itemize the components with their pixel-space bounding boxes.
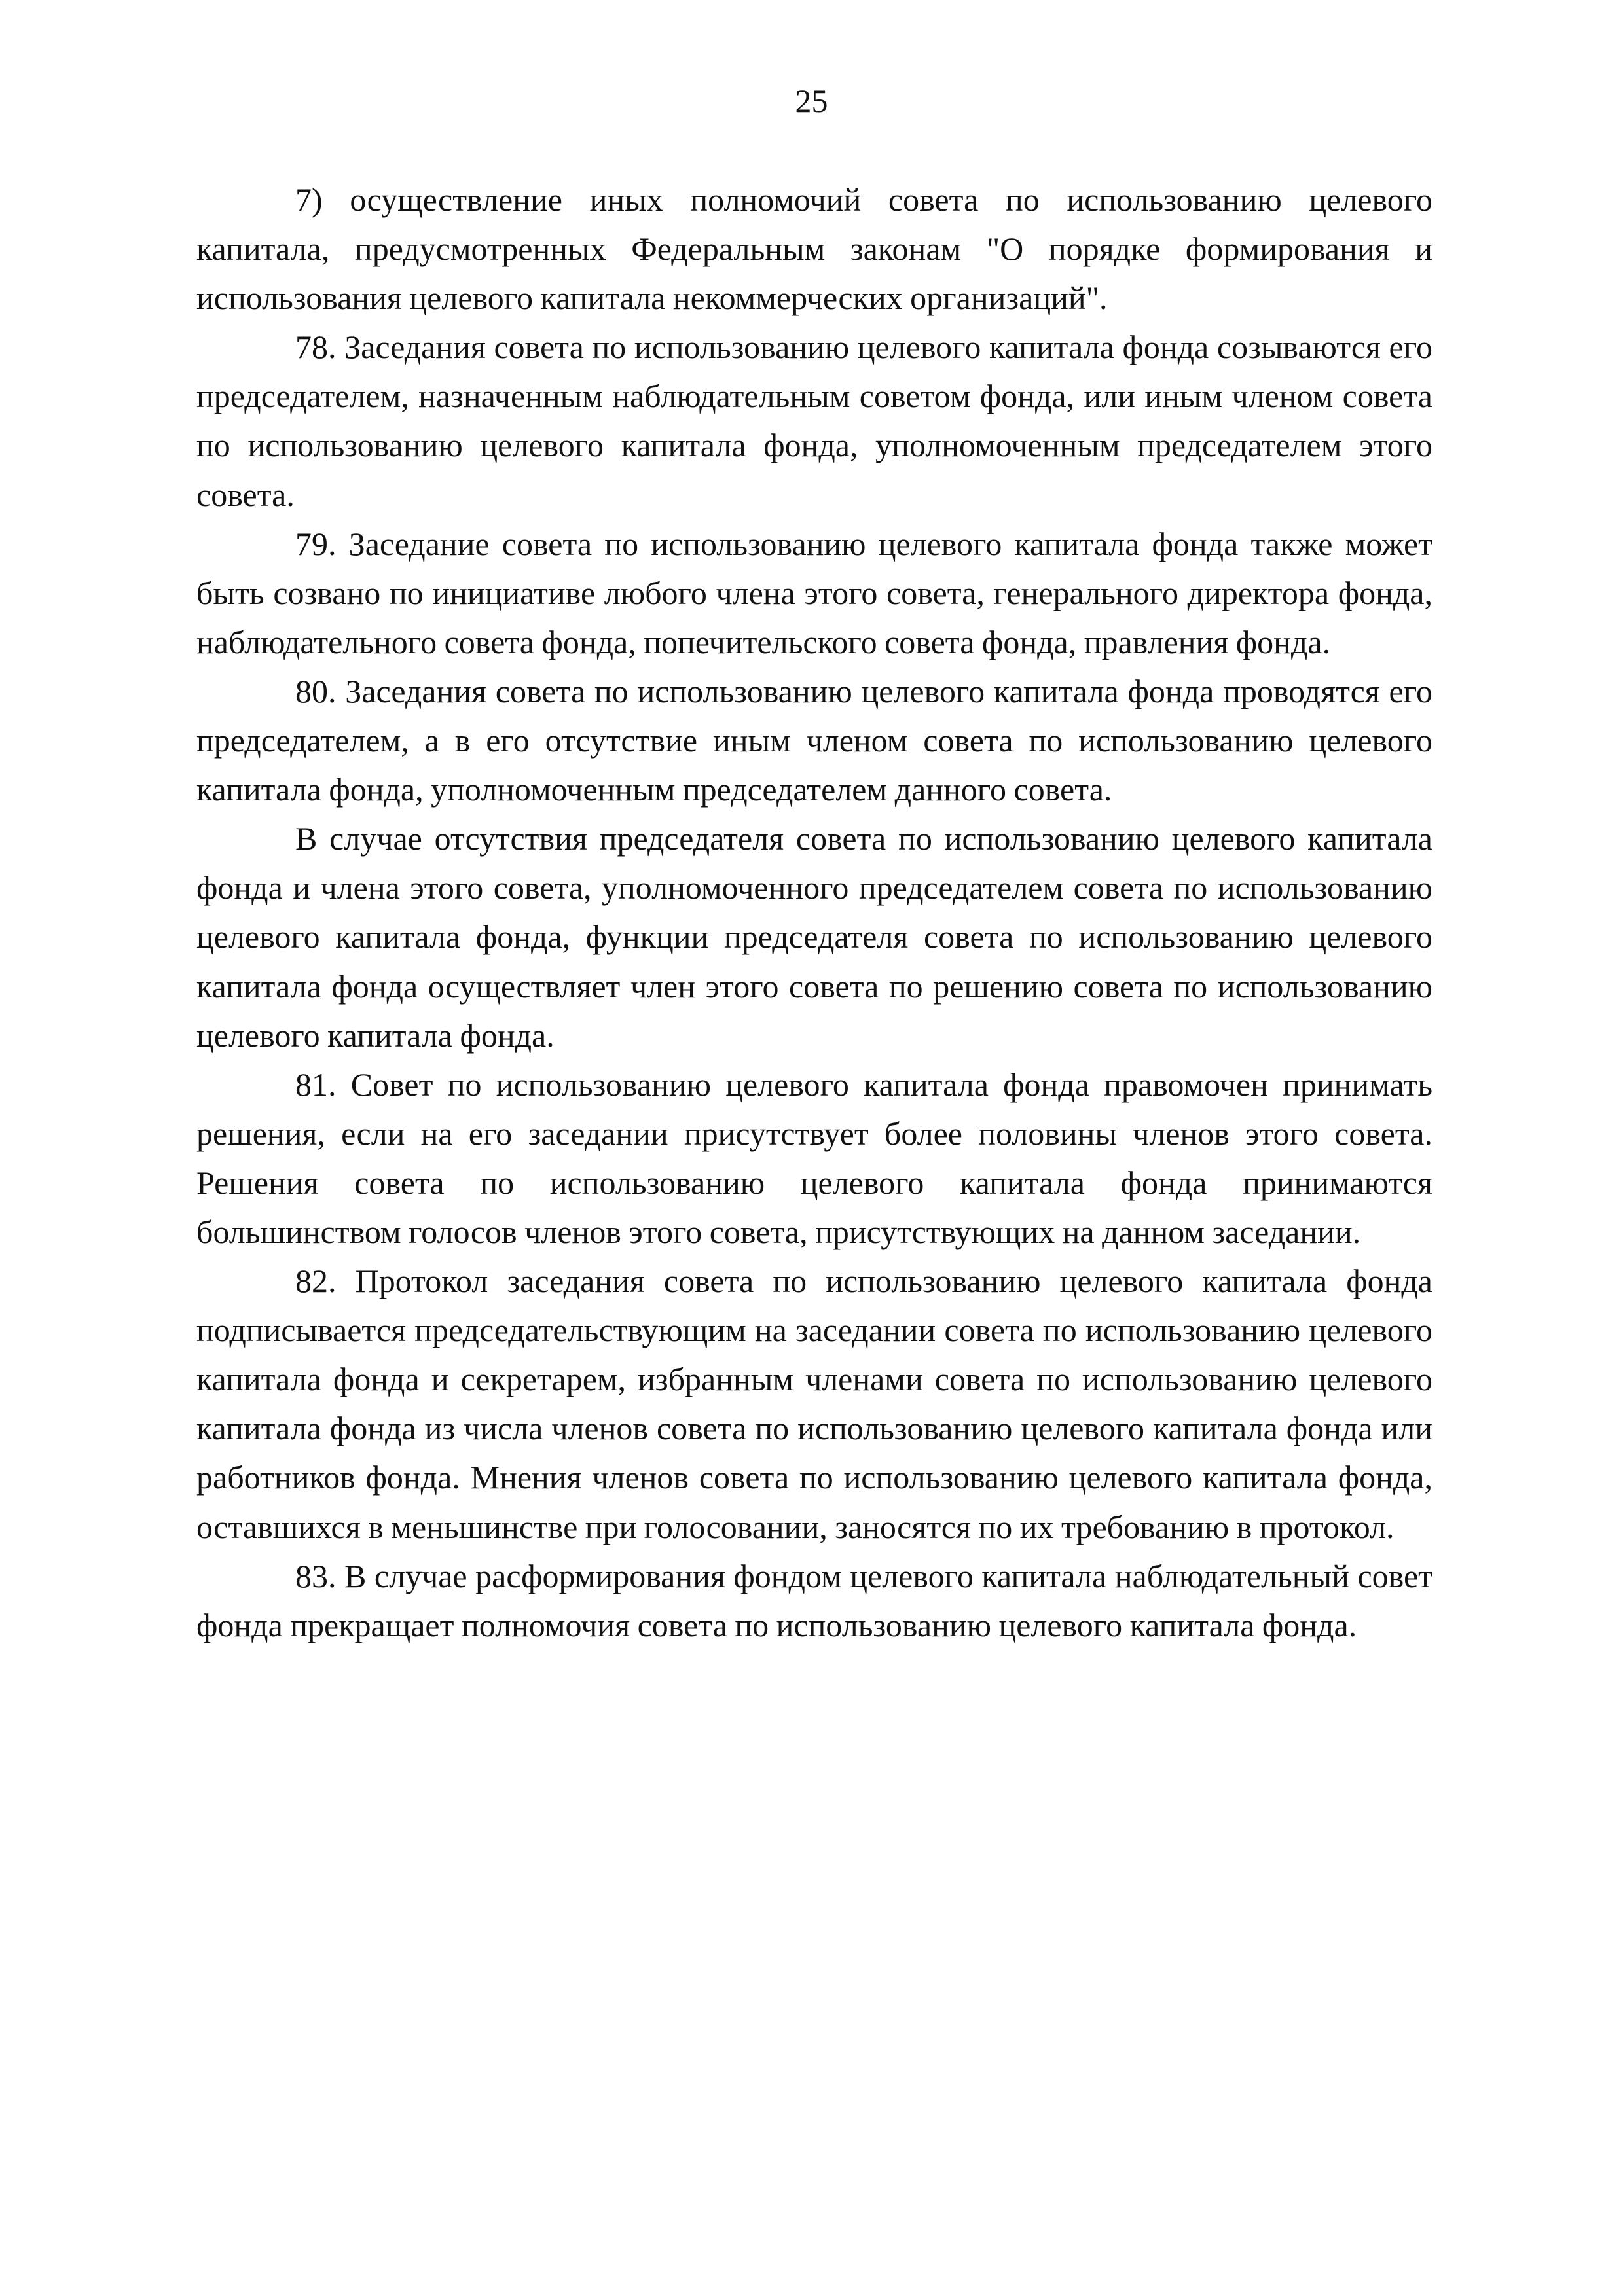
page-number: 25 bbox=[795, 82, 828, 119]
paragraph-80-continued: В случае отсутствия председателя совета по использованию целевого капитала фонда и члена этого совета, уполномоченного председателем совета по использованию целевого капитала фонда, функции председателя совета по использованию целевого капитала фонда осуществляет член этого совета по решению совета по использованию целевого капитала фонда. bbox=[196, 820, 1432, 1054]
paragraph-78: 78. Заседания совета по использованию целевого капитала фонда созываются его председателем, назначенным наблюдательным советом фонда, или иным членом совета по использованию целевого капитала фонда, уполномоченным председателем этого совета. bbox=[196, 329, 1432, 513]
paragraph-79: 79. Заседание совета по использованию целевого капитала фонда также может быть созвано по инициативе любого члена этого совета, генерального директора фонда, наблюдательного совета фонда, попечительского совета фонда, правления фонда. bbox=[196, 525, 1432, 660]
paragraph-82: 82. Протокол заседания совета по использованию целевого капитала фонда подписывается председательствующим на заседании совета по использованию целевого капитала фонда и секретарем, избранным членами совета по использованию целевого капитала фонда из числа членов совета по использованию целевого капитала фонда или работников фонда. Мнения членов совета по использованию целевого капитала фонда, оставшихся в меньшинстве при голосовании, заносятся по их требованию в протокол. bbox=[196, 1263, 1432, 1545]
paragraph-80: 80. Заседания совета по использованию целевого капитала фонда проводятся его председателем, а в его отсутствие иным членом совета по использованию целевого капитала фонда, уполномоченным председателем данного совета. bbox=[196, 672, 1432, 808]
paragraph-item-7: 7) осуществление иных полномочий совета по использованию целевого капитала, предусмотренных Федеральным законам "О порядке формирования и использования целевого капитала некоммерческих организаций". bbox=[196, 181, 1432, 317]
document-body bbox=[196, 175, 1432, 1650]
paragraph-81: 81. Совет по использованию целевого капитала фонда правомочен принимать решения, если на его заседании присутствует более половины членов этого совета. Решения совета по использованию целевого капитала фонда принимаются большинством голосов членов этого совета, присутствующих на данном заседании. bbox=[196, 1066, 1432, 1250]
paragraph-83: 83. В случае расформирования фондом целевого капитала наблюдательный совет фонда прекращает полномочия совета по использованию целевого капитала фонда. bbox=[196, 1557, 1432, 1643]
